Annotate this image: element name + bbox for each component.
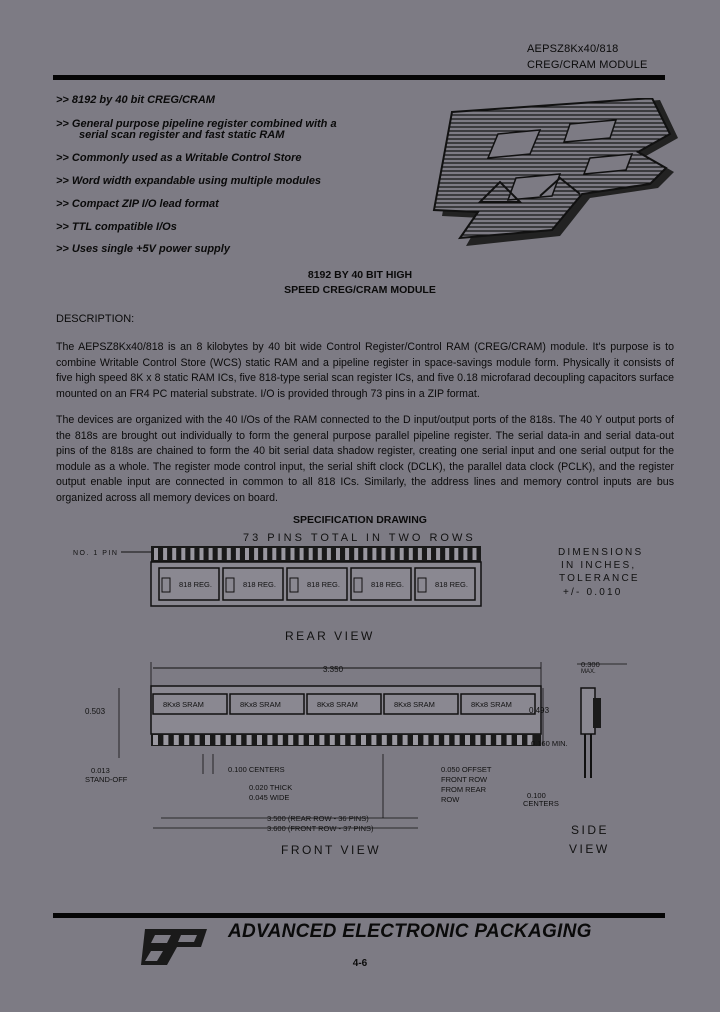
reg-chip <box>287 568 347 600</box>
pin <box>445 548 449 560</box>
pin <box>507 735 512 745</box>
pin <box>517 735 522 745</box>
pin <box>473 548 477 560</box>
pin <box>163 735 168 745</box>
front-pin-row <box>153 735 532 745</box>
pin <box>345 548 349 560</box>
front-row-span: 3.600 (FRONT ROW - 37 PINS) <box>267 824 374 833</box>
module-type: CREG/CRAM MODULE <box>527 59 648 71</box>
pin <box>434 735 439 745</box>
reg-chip-label: 818 REG. <box>307 580 340 589</box>
spec-drawing <box>53 528 665 863</box>
svg-text:FRONT ROW: FRONT ROW <box>441 775 488 784</box>
height-right-dimension: 0.493 <box>529 706 550 715</box>
pin <box>427 548 431 560</box>
reg-chip-label: 818 REG. <box>243 580 276 589</box>
pin <box>278 735 283 745</box>
pin <box>361 735 366 745</box>
document-header <box>527 41 648 73</box>
pin <box>227 548 231 560</box>
row-centers-label: CENTERS <box>523 799 559 808</box>
thickness-dimension: 0.300 <box>581 660 600 669</box>
header-rule <box>53 75 665 80</box>
pin <box>181 548 185 560</box>
sram-chip-label: 8Kx8 SRAM <box>394 700 435 709</box>
sram-chip-label: 8Kx8 SRAM <box>471 700 512 709</box>
reg-chip <box>415 568 475 600</box>
pin <box>309 735 314 745</box>
pin <box>184 735 189 745</box>
side-view-label: SIDE <box>571 823 610 837</box>
svg-text:TOLERANCE: TOLERANCE <box>559 573 640 584</box>
module-title-line1: 8192 BY 40 BIT HIGH <box>307 269 413 281</box>
pin <box>200 548 204 560</box>
svg-text:+/- 0.010: +/- 0.010 <box>563 587 623 598</box>
pin <box>400 548 404 560</box>
pin <box>371 735 376 745</box>
pin <box>336 548 340 560</box>
sram-chip <box>461 694 535 714</box>
pin <box>436 548 440 560</box>
pin-thick-label: 0.020 THICK <box>249 783 293 792</box>
module-title-line2: SPEED CREG/CRAM MODULE <box>284 284 436 296</box>
rear-view-label: REAR VIEW <box>285 629 375 643</box>
svg-text:DIMENSIONS: DIMENSIONS <box>558 547 644 558</box>
pin <box>423 735 428 745</box>
pin <box>465 735 470 745</box>
aep-logo <box>420 98 680 248</box>
page-number: 4-6 <box>352 958 368 969</box>
width-dimension: 3.350 <box>323 665 344 674</box>
pin-wide-label: 0.045 WIDE <box>249 793 290 802</box>
standoff-value: 0.013 <box>91 766 110 775</box>
pin1-label: NO. 1 PIN <box>73 550 119 557</box>
reg-chip-label: 818 REG. <box>371 580 404 589</box>
feature-item: >> Compact ZIP I/O lead format <box>56 198 219 210</box>
pin <box>496 735 501 745</box>
pin <box>351 735 356 745</box>
sram-chip <box>384 694 458 714</box>
svg-text:ROW: ROW <box>441 795 460 804</box>
rear-reg-chips <box>159 568 475 600</box>
pin <box>288 735 293 745</box>
pin <box>327 548 331 560</box>
pin <box>272 548 276 560</box>
pin <box>215 735 220 745</box>
pins-total-label: 73 PINS TOTAL IN TWO ROWS <box>243 532 476 544</box>
pin <box>218 548 222 560</box>
sram-chip <box>230 694 304 714</box>
thickness-note: MAX. <box>581 669 596 675</box>
pin <box>300 548 304 560</box>
pin <box>392 735 397 745</box>
reg-chip <box>223 568 283 600</box>
side-view-label: VIEW <box>569 842 610 856</box>
reg-chip-label: 818 REG. <box>179 580 212 589</box>
pin <box>190 548 194 560</box>
pin <box>391 548 395 560</box>
height-left-dimension: 0.503 <box>85 707 106 716</box>
pin <box>245 548 249 560</box>
pin <box>254 548 258 560</box>
standoff-label: STAND-OFF <box>85 775 128 784</box>
part-number: AEPSZ8Kx40/818 <box>527 43 619 55</box>
sram-chip-label: 8Kx8 SRAM <box>163 700 204 709</box>
rear-row-span: 3.500 (REAR ROW - 36 PINS) <box>267 814 369 823</box>
pin <box>454 548 458 560</box>
sram-chip-label: 8Kx8 SRAM <box>317 700 358 709</box>
pin <box>153 735 158 745</box>
pin-length-label: 0.160 MIN. <box>531 739 568 748</box>
pin <box>318 548 322 560</box>
row-centers-value: 0.100 <box>527 791 546 800</box>
pin <box>413 735 418 745</box>
pin <box>172 548 176 560</box>
pin <box>382 735 387 745</box>
pin <box>319 735 324 745</box>
svg-text:FROM REAR: FROM REAR <box>441 785 486 794</box>
pin <box>363 548 367 560</box>
dimensions-note <box>558 547 643 598</box>
description-paragraph-2: The devices are organized with the 40 I/Os of the RAM connected to the D input/output ports of the 818s. The 40 Y output ports of the 818s are brought out individually to form the general purpose parallel pipeline register. The serial data-in and serial data-out pins of the 818s are chained to form the 40 bit serial data shadow register, creating one serial input and one serial output for the module as a whole. The register mode control input, the serial shift clock (DCLK), the parallel data clock (PCLK), and the register output enable input are connected in common to all 818 ICs. Similarly, the address lines and memory control inputs are bus organized across all memory devices on board. <box>56 414 674 504</box>
pin <box>236 735 241 745</box>
pin <box>281 548 285 560</box>
reg-chip <box>159 568 219 600</box>
pin <box>463 548 467 560</box>
pin <box>455 735 460 745</box>
pin <box>418 548 422 560</box>
pin <box>354 548 358 560</box>
feature-item: >> Word width expandable using multiple modules <box>56 175 322 187</box>
pin <box>163 548 167 560</box>
pin <box>226 735 231 745</box>
pin <box>475 735 480 745</box>
pin <box>257 735 262 745</box>
reg-chip <box>351 568 411 600</box>
front-view-drawing <box>85 662 550 857</box>
footer-aep-logo <box>137 927 209 967</box>
pin <box>263 548 267 560</box>
pin <box>309 548 313 560</box>
footer-rule <box>53 913 665 918</box>
description-paragraph-1: The AEPSZ8Kx40/818 is an 8 kilobytes by 40 bit wide Control Register/Control RAM (CREG/CRAM) module. It's purpose is to combine Writable Control Store (WCS) static RAM and a pipeline register in space-savings module form. Physically it consists of five high speed 8K x 8 static RAM ICs, five 818-type serial scan register ICs, and five 0.18 microfarad decoupling capacitors surface mounted on an FR4 PC material substrate. I/O is provided through 73 pins in a ZIP format. <box>56 341 674 400</box>
pin <box>382 548 386 560</box>
front-view-label: FRONT VIEW <box>281 843 382 857</box>
company-name: ADVANCED ELECTRONIC PACKAGING <box>228 921 592 942</box>
feature-item: >> Commonly used as a Writable Control Store <box>56 152 302 164</box>
pin <box>486 735 491 745</box>
description-heading: DESCRIPTION: <box>56 313 135 325</box>
pin <box>340 735 345 745</box>
pin <box>267 735 272 745</box>
pin <box>195 735 200 745</box>
feature-item: >> 8192 by 40 bit CREG/CRAM <box>56 94 215 106</box>
pin <box>205 735 210 745</box>
pin <box>444 735 449 745</box>
pin <box>299 735 304 745</box>
feature-item: >> Uses single +5V power supply <box>56 243 230 255</box>
sram-chip <box>307 694 381 714</box>
pin <box>154 548 158 560</box>
sram-chip-label: 8Kx8 SRAM <box>240 700 281 709</box>
spec-drawing-title: SPECIFICATION DRAWING <box>293 514 427 526</box>
feature-item: >> General purpose pipeline register combined with a <box>56 118 337 130</box>
pin <box>372 548 376 560</box>
reg-chip-label: 818 REG. <box>435 580 468 589</box>
feature-item: >> TTL compatible I/Os <box>56 221 177 233</box>
pin <box>403 735 408 745</box>
front-sram-chips <box>153 694 535 714</box>
pin <box>330 735 335 745</box>
pin <box>236 548 240 560</box>
pin <box>174 735 179 745</box>
pin <box>209 548 213 560</box>
row-offset-label: 0.050 OFFSET <box>441 765 492 774</box>
pin <box>291 548 295 560</box>
svg-text:IN INCHES,: IN INCHES, <box>561 560 637 571</box>
pin-centers-label: 0.100 CENTERS <box>228 765 285 774</box>
pin <box>409 548 413 560</box>
sram-chip <box>153 694 227 714</box>
rear-view-drawing <box>73 546 643 643</box>
feature-item-continued: serial scan register and fast static RAM <box>79 129 285 141</box>
pin <box>247 735 252 745</box>
